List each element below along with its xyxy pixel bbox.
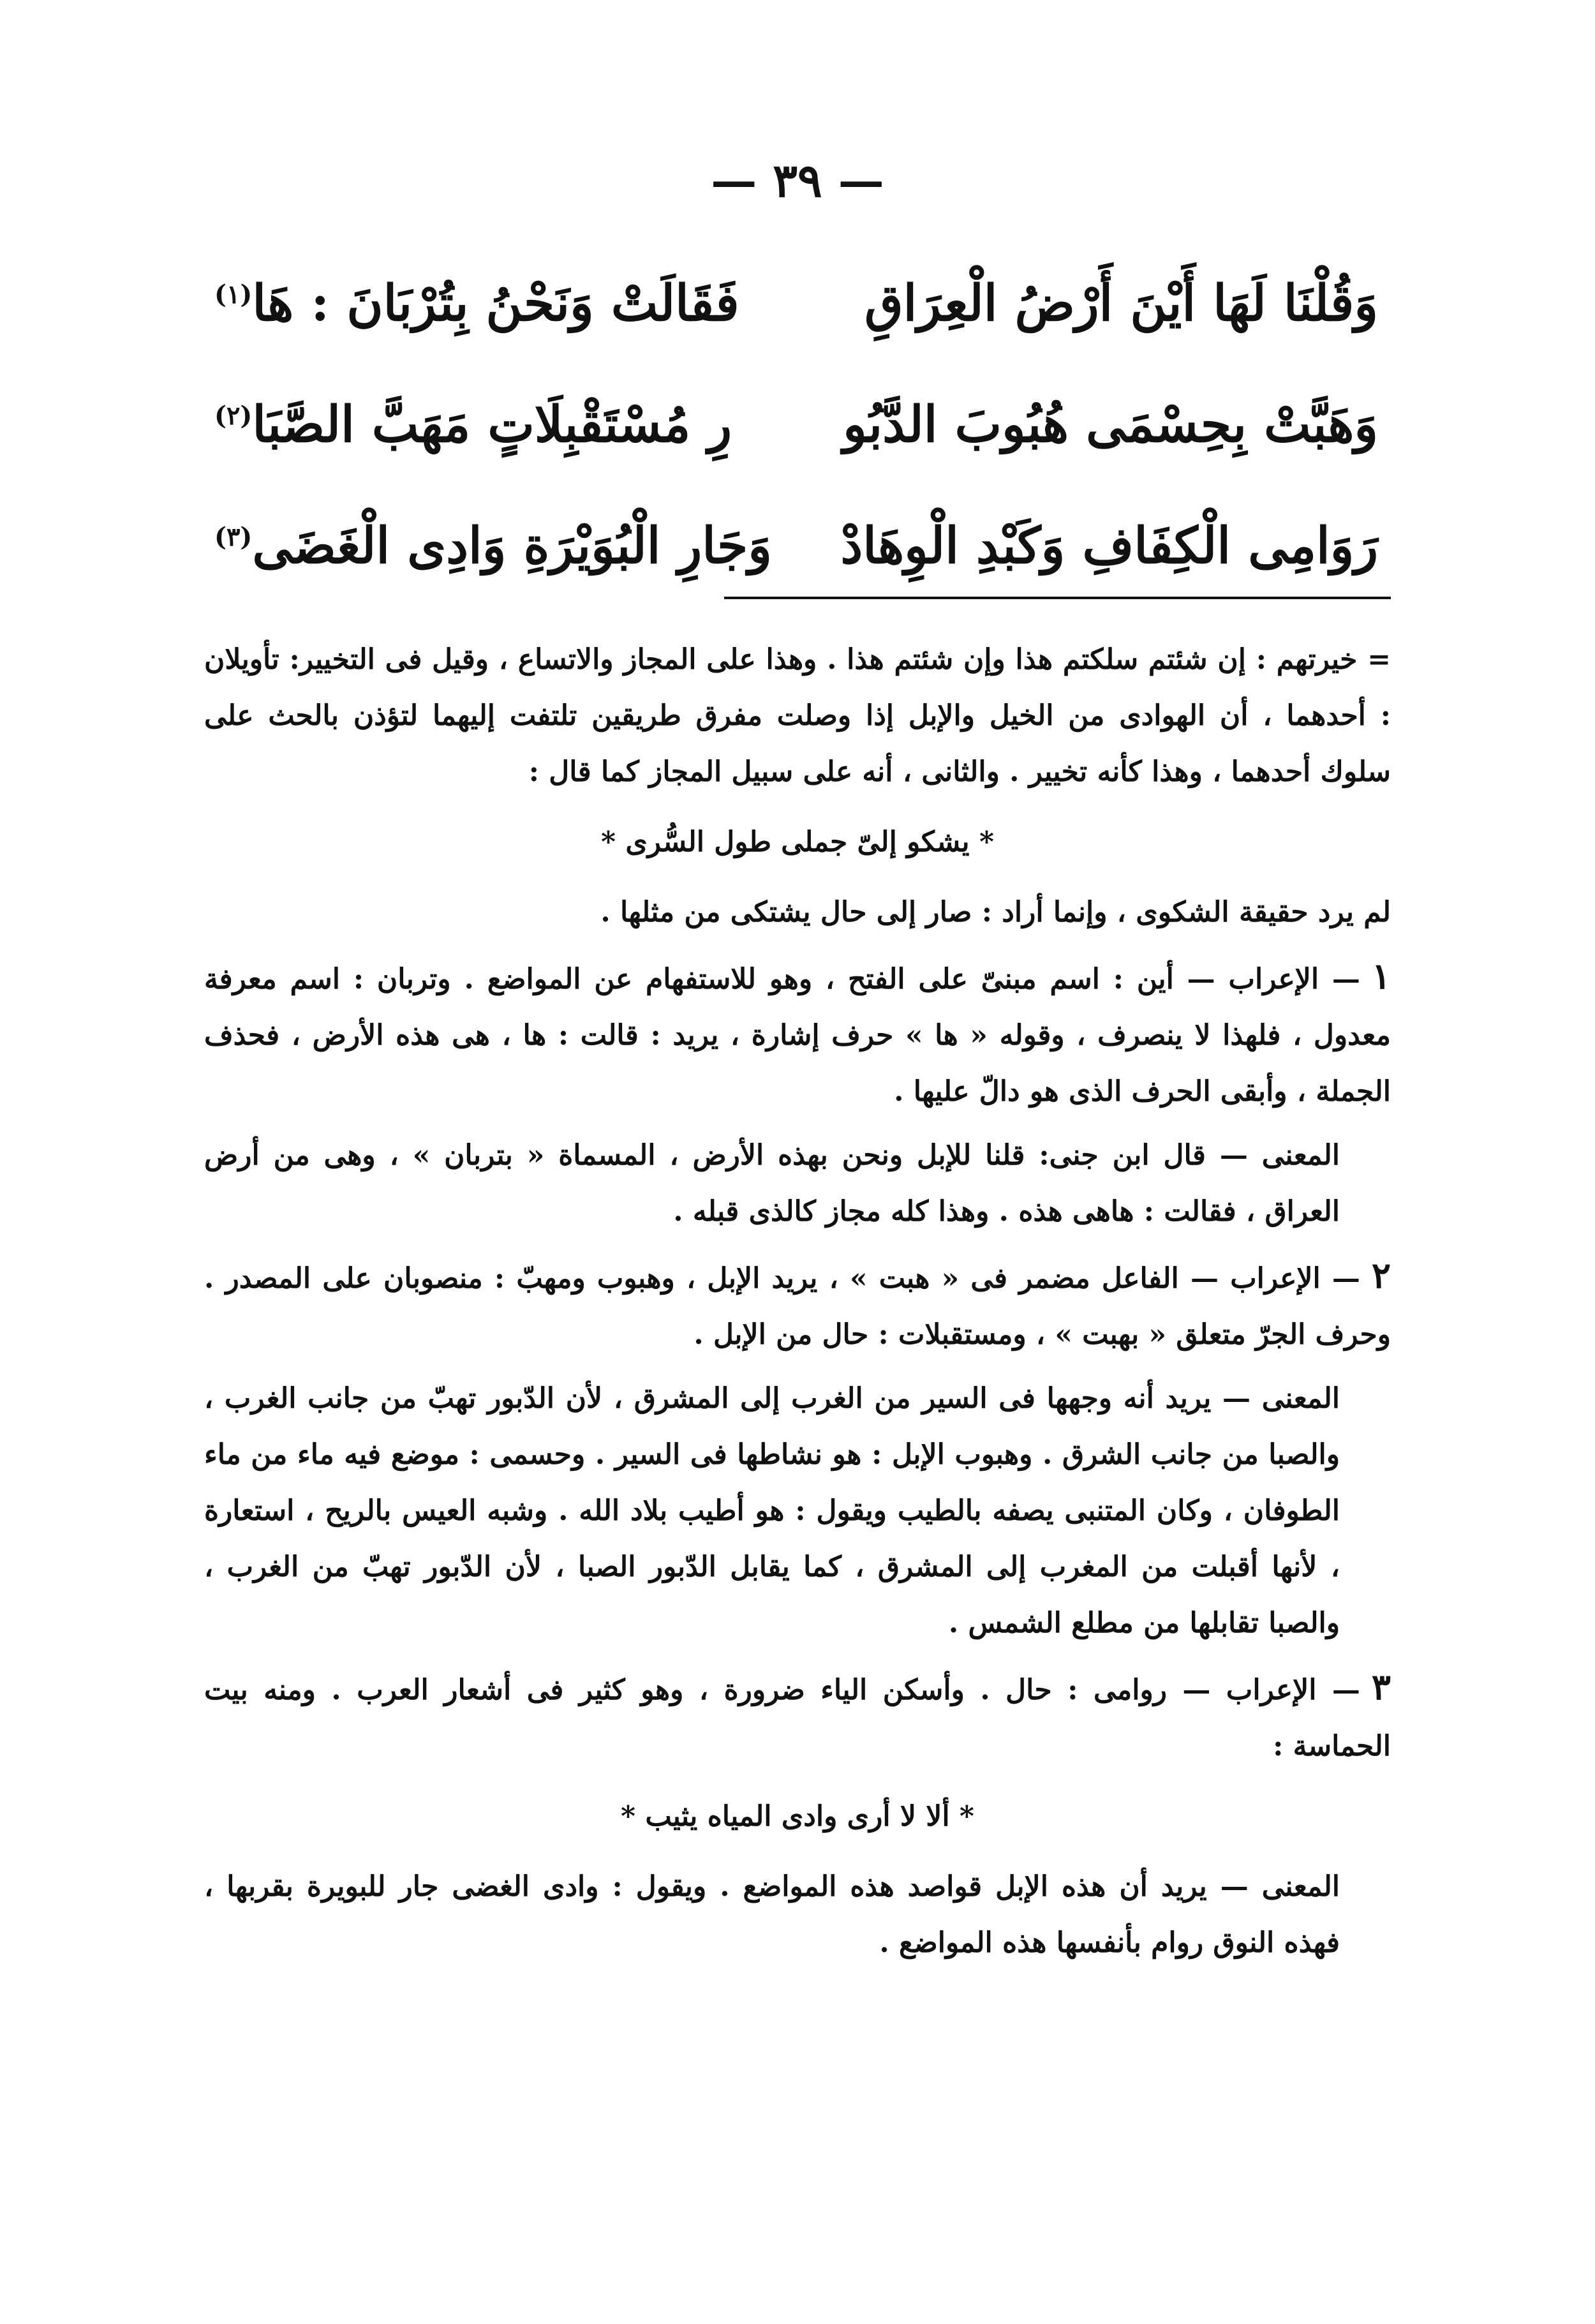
footnote-marker-2: (٢) <box>214 400 253 431</box>
footnote-marker-1: (١) <box>214 279 253 309</box>
meaning-note-2: المعنى — يريد أنه وجهها فى السير من الغرب إلى المشرق ، لأن الدّبور تهبّ من جانب الغرب ، والصبا من جانب الشرق . وهبوب الإبل : هو نشاطها فى السير . وحسمى : موضع فيه ماء من ماء الطوفان ، وكان المتنبى يصفه بالطيب ويقول : هو أطيب بلاد الله . وشبه العيس بالريح ، استعارة ، لأنها أقبلت من المغرب إلى المشرق ، كما يقابل الدّبور الصبا ، لأن الدّبور تهبّ من الغرب ، والصبا تقابلها من مطلع الشمس . <box>204 1382 1340 1639</box>
page-number: — ٣٩ — <box>711 153 884 207</box>
note-number-1: ١ <box>1371 955 1391 997</box>
irab-note-3 <box>204 1659 1391 1775</box>
verse-1-first-hemistich: وَقُلْنَا لَهَا أَيْنَ أَرْضُ الْعِرَاقِ <box>864 274 1378 332</box>
note-number-2: ٢ <box>1371 1255 1391 1297</box>
verse-3-second-hemistich <box>211 517 772 575</box>
irab-note-1 <box>204 948 1391 1120</box>
verse-2-first-hemistich: وَهَبَّتْ بِحِسْمَى هُبُوبَ الدَّبُو <box>843 395 1378 454</box>
irab-note-2-text: — الإعراب — الفاعل مضمر فى « هبت » ، يريد الإبل ، وهبوب ومهبّ : منصوبان على المصدر . وحرف الجرّ متعلق « بهبت » ، ومستقبلات : حال من الإبل . <box>204 1262 1391 1351</box>
irab-note-2 <box>204 1248 1391 1363</box>
verse-2 <box>211 364 1378 485</box>
verse-3-second-text: وَجَارِ الْبُوَيْرَةِ وَادِى الْغَضَى <box>252 516 772 575</box>
verse-2-second-text: رِ مُسْتَقْبِلَاتٍ مَهَبَّ الصَّبَا <box>252 395 732 454</box>
commentary <box>204 632 1391 1979</box>
verse-2-second-hemistich <box>211 396 732 454</box>
verse-3 <box>211 485 1378 606</box>
footnote-divider <box>724 597 1391 599</box>
verse-1 <box>211 242 1378 364</box>
meaning-note-1: المعنى — قال ابن جنى: قلنا للإبل ونحن بهذه الأرض ، المسماة « بتربان » ، وهى من أرض العراق ، فقالت : هاهى هذه . وهذا كله مجاز كالذى قبله . <box>204 1139 1340 1228</box>
irab-note-1-text: — الإعراب — أين : اسم مبنىّ على الفتح ، وهو للاستفهام عن المواضع . وتربان : اسم معرفة معدول ، فلهذا لا ينصرف ، وقوله « ها » حرف إشارة ، يريد : قالت : ها ، هى هذه الأرض ، فحذف الجملة ، وأبقى الحرف الذى هو دالّ عليها . <box>204 963 1391 1108</box>
commentary-paragraph-2: لم يرد حقيقة الشكوى ، وإنما أراد : صار إلى حال يشتكى من مثلها . <box>600 896 1391 928</box>
commentary-paragraph-1: = خيرتهم : إن شئتم سلكتم هذا وإن شئتم هذا . وهذا على المجاز والاتساع ، وقيل فى التخيير: تأويلان : أحدهما ، أن الهوادى من الخيل والإبل إذا وصلت مفرق طريقين تلتفت إليهما لتؤذن بالحث على سلوك أحدهما ، وهذا كأنه تخيير . والثانى ، أنه على سبيل المجاز كما قال : <box>204 643 1391 788</box>
footnote-marker-3: (٣) <box>214 521 253 552</box>
quoted-verse-1: * يشكو إلىّ جملى طول السُّرى * <box>601 826 994 858</box>
verse-1-second-text: فَقَالَتْ وَنَحْنُ بِتُرْبَانَ : هَا <box>252 274 739 332</box>
meaning-note-3: المعنى — يريد أن هذه الإبل قواصد هذه المواضع . ويقول : وادى الغضى جار للبويرة بقربها ، فهذه النوق روام بأنفسها هذه المواضع . <box>204 1870 1340 1959</box>
verse-3-first-hemistich: رَوَامِى الْكِفَافِ وَكَبْدِ الْوِهَادْ <box>840 516 1378 575</box>
note-number-3: ٣ <box>1371 1666 1391 1708</box>
quoted-verse-2: * ألا لا أرى وادى المياه يثيب * <box>621 1800 974 1833</box>
irab-note-3-text: — الإعراب — روامى : حال . وأسكن الياء ضرورة ، وهو كثير فى أشعار العرب . ومنه بيت الحماسة : <box>204 1674 1391 1762</box>
verse-1-second-hemistich <box>211 274 739 332</box>
poem-verses <box>211 242 1378 606</box>
